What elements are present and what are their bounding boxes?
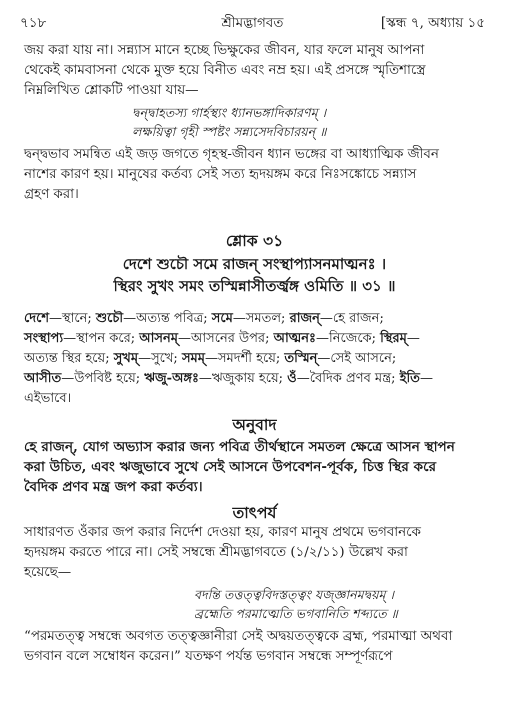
synonym-term: ওঁ	[287, 371, 297, 386]
final-paragraph	[24, 627, 485, 667]
synonym-gloss: —বৈদিক প্রণব মন্ত্র;	[296, 371, 400, 386]
synonym-term: আসীত	[24, 371, 62, 386]
synonym-line	[24, 349, 485, 369]
book-title: শ্রীমদ্ভাগবত	[221, 15, 284, 31]
text-line: গ্রহণ করা।	[24, 187, 79, 202]
synonym-gloss: —সমতল;	[232, 311, 290, 326]
text-line: হৃদয়ঙ্গম করতে পারে না। সেই সম্বন্ধে শ্রীমদ্ভাগবতে (১/২/১১) উল্লেখ করা	[24, 545, 408, 560]
text-line: ভগবান বলে সম্বোধন করেন।” যতক্ষণ পর্যন্ত ভগবান সম্বন্ধে সম্পূর্ণরূপে	[24, 649, 393, 664]
word-for-word-synonyms	[24, 309, 485, 409]
text-line: দ্বন্দ্বভাব সমন্বিত এই জড় জগতে গৃহস্থ-জীবন ধ্যান ভঙ্গের বা আধ্যাত্মিক জীবন	[24, 147, 439, 162]
page-body	[24, 41, 485, 667]
synonym-gloss: অত্যন্ত স্থির হয়ে;	[24, 351, 114, 366]
text-line: জয় করা যায় না। সন্ন্যাস মানে হচ্ছে ভিক্ষুকের জীবন, যার ফলে মানুষ আপনা	[24, 43, 425, 58]
synonym-term: ইতি	[399, 371, 420, 386]
text-line: থেকেই কামবাসনা থেকে মুক্ত হয়ে বিনীত এবং নম্র হয়। এই প্রসঙ্গে স্মৃতিশাস্ত্রে	[24, 63, 426, 78]
synonym-gloss: —	[419, 371, 433, 386]
synonym-gloss: —হে রাজন;	[319, 311, 384, 326]
synonym-term: আসনম্	[139, 331, 178, 346]
synonym-term: সমম্	[181, 351, 205, 366]
synonym-term: সুখম্	[113, 351, 139, 366]
smriti-quote	[132, 103, 485, 141]
running-header	[20, 12, 485, 34]
synonym-gloss: এইভাবে।	[24, 391, 72, 406]
synonym-term: আত্মনঃ	[273, 331, 316, 346]
synonym-line	[24, 369, 485, 389]
synonym-line	[24, 309, 485, 329]
synonym-gloss: —স্থাপন করে;	[63, 331, 140, 346]
synonym-gloss: —অত্যন্ত পবিত্র;	[123, 311, 212, 326]
synonym-line	[24, 389, 485, 409]
quote-line: দ্বন্দ্বাহতস্য গার্হস্থ্যং ধ্যানভঙ্গাদিকারণম্ ।	[132, 105, 327, 120]
translation-line: হে রাজন্, যোগ অভ্যাস করার জন্য পবিত্র তীর্থস্থানে সমতল ক্ষেত্রে আসন স্থাপন	[24, 439, 455, 455]
translation-line: করা উচিত, এবং ঋজুভাবে সুখে সেই আসনে উপবেশন-পূর্বক, চিত্ত স্থির করে	[24, 459, 437, 475]
text-line: নাশের কারণ হয়। মানুষের কর্তব্য সেই সত্য হৃদয়ঙ্গম করে নিঃসঙ্কোচে সন্ন্যাস	[24, 167, 417, 182]
quote-line: ব্রহ্মেতি পরমাত্মেতি ভগবানিতি শব্দ্যতে ॥	[194, 606, 398, 621]
translation-paragraph	[24, 437, 485, 497]
chapter-reference: [স্কন্ধ ৭, অধ্যায় ১৫	[380, 15, 485, 31]
synonym-gloss: —ঋজুকায় হয়ে;	[198, 371, 288, 386]
text-line: নিম্নলিখিত শ্লোকটি পাওয়া যায়—	[24, 83, 199, 98]
text-line: “পরমতত্ত্ব সম্বন্ধে অবগত তত্ত্বজ্ঞানীরা সেই অদ্বয়তত্ত্বকে ব্রহ্ম, পরমাত্মা অথবা	[24, 629, 453, 644]
synonym-line	[24, 329, 485, 349]
bhagavatam-quote	[194, 585, 485, 623]
page-number: ৭১৮	[20, 15, 47, 31]
synonym-gloss: —উপবিষ্ট হয়ে;	[61, 371, 145, 386]
synonym-gloss: —নিজেকে;	[316, 331, 381, 346]
synonym-gloss: —স্থানে;	[49, 311, 96, 326]
synonym-term: ঋজু-অঙ্গঃ	[144, 371, 199, 386]
synonym-gloss: —সুখে;	[138, 351, 182, 366]
synonym-term: রাজন্	[289, 311, 320, 326]
spacer	[24, 297, 485, 309]
text-line: সাধারণত ওঁকার জপ করার নির্দেশ দেওয়া হয়, কারণ মানুষ প্রথমে ভগবানকে	[24, 525, 421, 540]
translation-heading: অনুবাদ	[232, 415, 277, 434]
verse-line: স্থিরং সুখং সমং তস্মিন্নাসীতর্জ্বঙ্গ ওমিতি ॥ ৩১ ॥	[113, 277, 396, 295]
synonym-gloss: —সমদর্শী হয়ে;	[204, 351, 285, 366]
purport-heading: তাৎপর্য	[232, 503, 277, 522]
quote-line: লক্ষয়িত্বা গৃহী স্পষ্টং সন্ন্যসেদবিচারয়ন্ ॥	[132, 124, 327, 139]
spacer	[24, 205, 485, 231]
synonym-term: শুচৌ	[95, 311, 124, 326]
synonym-gloss: —সেই আসনে;	[317, 351, 397, 366]
synonym-term: সমে	[211, 311, 233, 326]
synonym-term: স্থিরম্	[380, 331, 407, 346]
synonym-term: তস্মিন্	[284, 351, 318, 366]
verse-heading: শ্লোক ৩১	[225, 231, 284, 250]
text-line: হয়েছে—	[24, 565, 72, 580]
synonym-term: দেশে	[24, 311, 50, 326]
synonym-gloss: —আসনের উপর;	[177, 331, 274, 346]
quote-line: বদন্তি তত্তত্ত্ববিদস্তত্ত্বং যজ্জ্ঞানমদ্বয়ম্ ।	[194, 587, 395, 602]
explanation-paragraph	[24, 145, 485, 205]
verse-line: দেশে শুচৌ সমে রাজন্ সংস্থাপ্যাসনমাত্মনঃ ।	[122, 255, 387, 273]
synonym-term: সংস্থাপ্য	[24, 331, 64, 346]
synonym-gloss: —	[406, 331, 420, 346]
purport-paragraph	[24, 523, 485, 583]
translation-line: বৈদিক প্রণব মন্ত্র জপ করা কর্তব্য।	[24, 479, 203, 495]
intro-paragraph	[24, 41, 485, 101]
